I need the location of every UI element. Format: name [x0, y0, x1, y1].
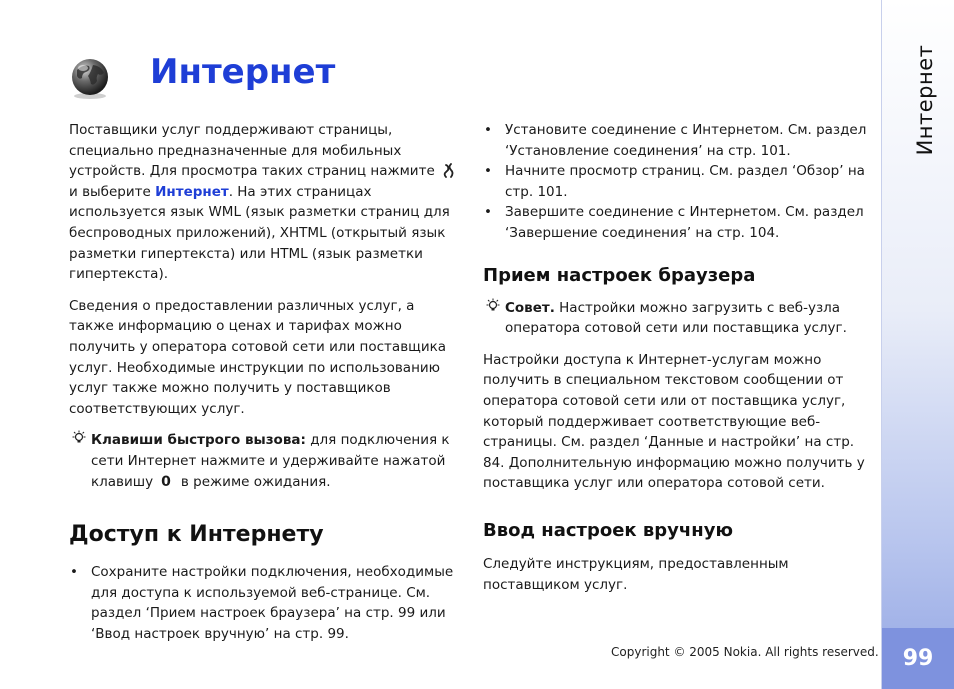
tip-text-end: в режиме ожидания. [180, 473, 331, 490]
intro-text-2: и выберите [69, 183, 151, 200]
right-column [483, 120, 873, 595]
browse-steps-list [483, 120, 873, 244]
access-steps-list [69, 562, 461, 644]
intro-paragraph [69, 120, 461, 285]
tip-text: для подключения к сети Интернет нажмите и удерживайте нажатой клавишу [91, 432, 450, 490]
section-title-internet-access: Доступ к Интернету [69, 522, 324, 548]
menu-key-icon [441, 163, 457, 179]
tip-lightbulb-icon [485, 298, 501, 314]
shortcut-tip [69, 430, 461, 492]
intro-text-3: . На этих страницах используется язык WML (язык разметки страниц для беспроводных приложений), XHTML (открытый язык разметки гипертекста) или HTML (язык разметки гипертекста). [69, 183, 450, 283]
services-paragraph: Сведения о предоставлении различных услуг, а также информацию о ценах и тарифах можно получить у оператора сотовой сети или поставщика услуг. Необходимые инструкции по использованию услуг также можно получить у поставщиков соответствующих услуг. [69, 297, 447, 417]
internet-menu-link: Интернет [155, 183, 229, 200]
list-item: • Установите соединение с Интернетом. См. раздел ‘Установление соединения’ на стр. 101. [483, 120, 873, 161]
list-item: • Сохраните настройки подключения, необходимые для доступа к используемой веб-странице. См. раздел ‘Прием настроек браузера’ на стр. 99 или ‘Ввод настроек вручную’ на стр. 99. [69, 562, 461, 644]
intro-text: Поставщики услуг поддерживают страницы, специально предназначенные для мобильных устройств. Для просмотра таких страниц нажмите [69, 122, 435, 180]
list-item: • Начните просмотр страниц. См. раздел ‘Обзор’ на стр. 101. [483, 161, 873, 202]
chapter-title: Интернет [150, 52, 336, 92]
tip-text: Настройки можно загрузить с веб-узла оператора сотовой сети или поставщика услуг. [505, 299, 847, 337]
left-column [69, 120, 461, 644]
settings-tip [483, 298, 873, 339]
section-title-receive-settings: Прием настроек браузера [483, 264, 756, 286]
zero-key-icon: 0 [161, 473, 171, 490]
tip-label: Клавиши быстрого вызова: [91, 432, 306, 449]
tip-lightbulb-icon [71, 430, 87, 446]
globe-icon [68, 56, 112, 100]
sidebar-chapter-title: Интернет [913, 44, 937, 156]
copyright-footer: Copyright © 2005 Nokia. All rights reserved. [611, 645, 879, 659]
manual-settings-paragraph: Следуйте инструкциям, предоставленным поставщиком услуг. [483, 555, 789, 593]
tip-label: Совет. [505, 299, 555, 316]
page-number: 99 [882, 628, 954, 689]
list-item: • Завершите соединение с Интернетом. См. раздел ‘Завершение соединения’ на стр. 104. [483, 202, 873, 243]
section-title-manual-settings: Ввод настроек вручную [483, 519, 733, 541]
settings-paragraph: Настройки доступа к Интернет-услугам можно получить в специальном текстовом сообщении от оператора сотовой сети или от поставщика услуг, который поддерживает соответствующие веб-страницы. См. раздел ‘Данные и настройки’ на стр. 84. Дополнительную информацию можно получить у поставщика услуг или оператора сотовой сети. [483, 351, 865, 492]
